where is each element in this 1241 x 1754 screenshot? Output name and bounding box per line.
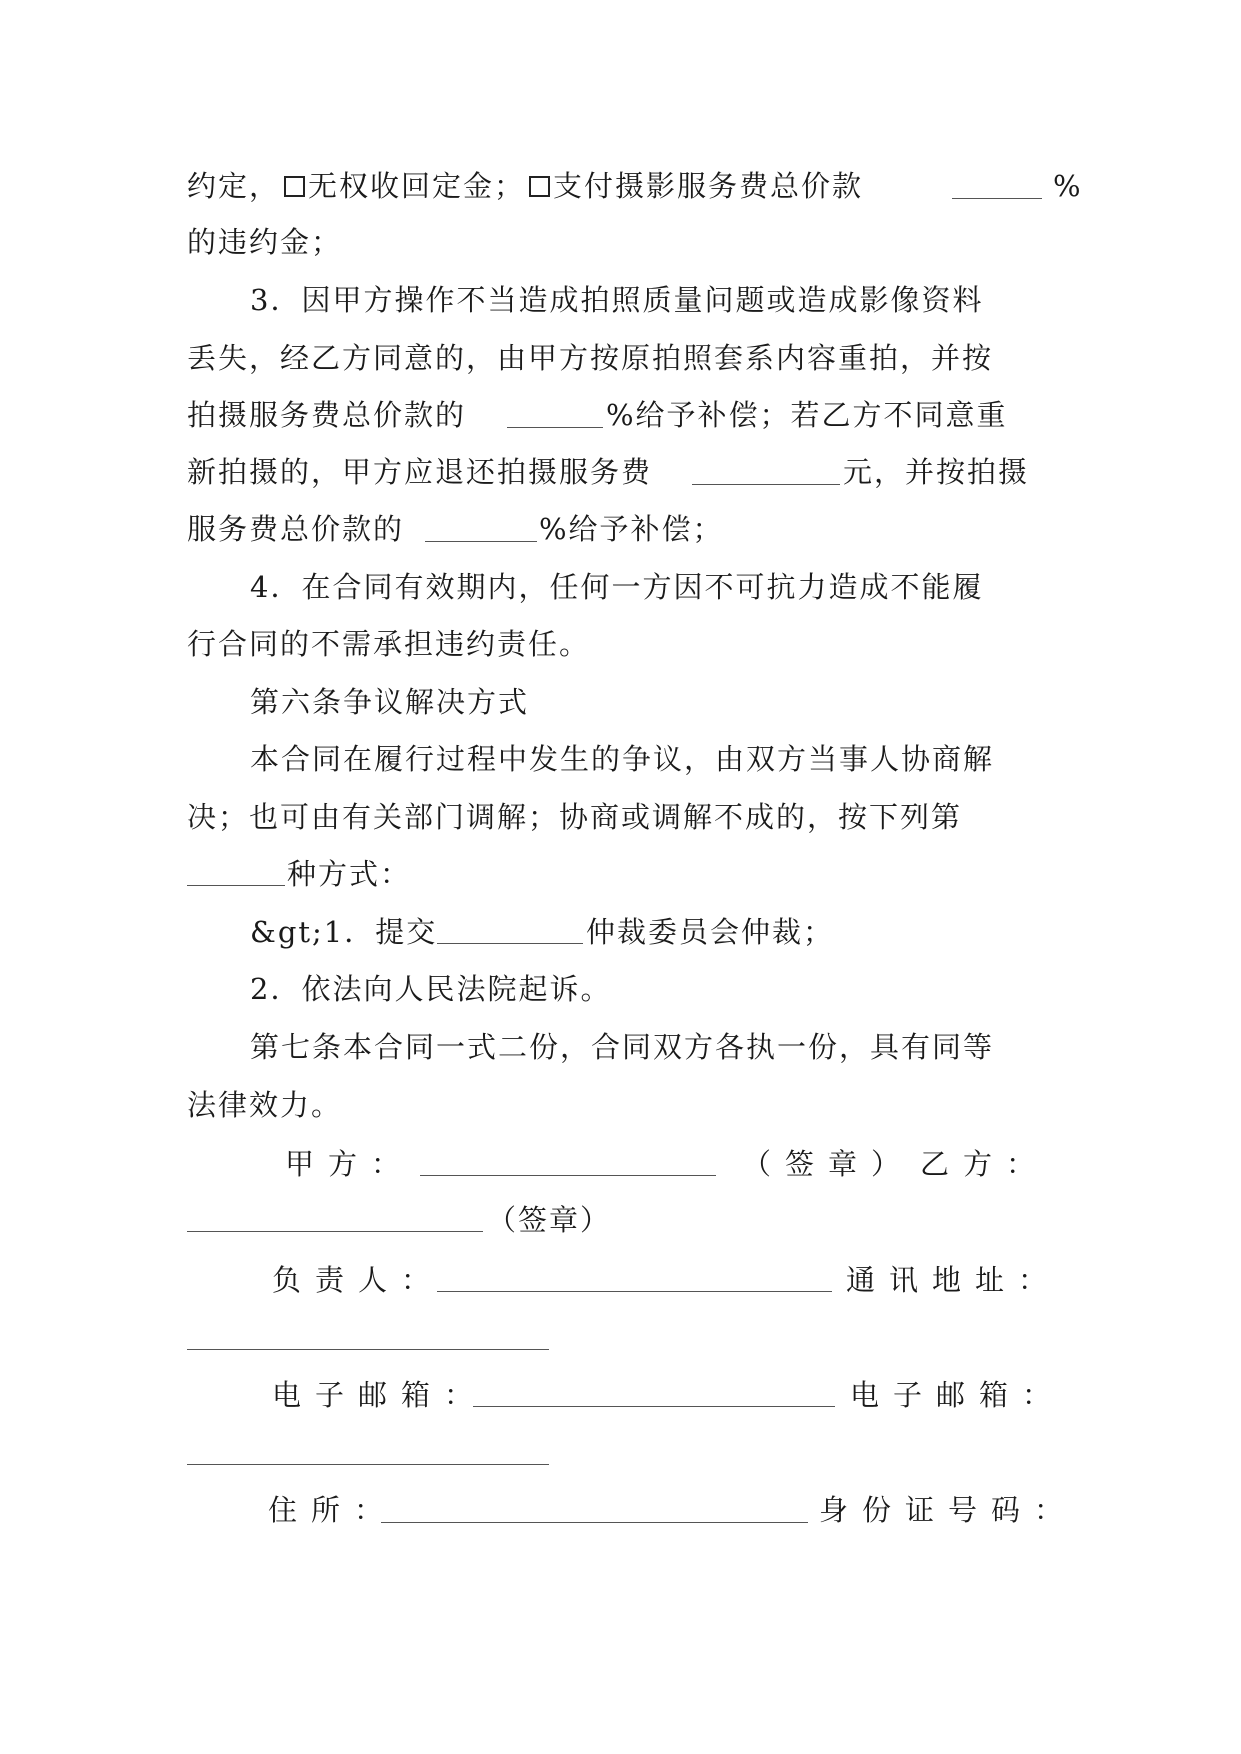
party-a-signature-line[interactable] (420, 1175, 716, 1176)
checkbox-icon[interactable] (529, 176, 550, 197)
text-segment: 拍摄服务费总价款的 (187, 398, 467, 432)
text-segment: 约定， (187, 169, 281, 203)
clause-line-2: 的违约金； (187, 225, 343, 259)
email-line-b[interactable] (187, 1464, 549, 1465)
party-b-signature-line[interactable] (187, 1231, 483, 1232)
blank-underline[interactable] (692, 484, 840, 485)
clause-line-1 (187, 166, 1057, 206)
option-2: 2．依法向人民法院起诉。 (250, 972, 612, 1006)
checkbox-icon[interactable] (284, 176, 305, 197)
email-line-a[interactable] (473, 1406, 835, 1407)
text-segment: 无权收回定金； (308, 169, 526, 203)
residence-label: 住所： (268, 1493, 398, 1527)
percent-sign: % (1053, 169, 1081, 203)
blank-underline[interactable] (187, 885, 285, 886)
responsible-person-line[interactable] (437, 1291, 832, 1292)
clause-3-line-2: 丢失，经乙方同意的，由甲方按原拍照套系内容重拍，并按 (187, 341, 994, 375)
responsible-person-label: 负责人： (272, 1263, 445, 1297)
address-label: 通讯地址： (846, 1263, 1062, 1297)
section-6-line-2: 决；也可由有关部门调解；协商或调解不成的，按下列第 (187, 800, 963, 834)
section-6-line-3: 种方式： (287, 857, 412, 891)
email-label-a: 电子邮箱： (272, 1378, 488, 1412)
blank-underline[interactable] (437, 943, 583, 944)
text-segment: 服务费总价款的 (187, 512, 405, 546)
text-segment: 新拍摄的，甲方应退还拍摄服务费 (187, 455, 653, 489)
text-segment: &gt;1．提交 (250, 915, 438, 949)
text-segment: 支付摄影服务费总价款 (553, 169, 864, 203)
text-segment: %给予补偿； (539, 512, 724, 546)
text-segment: 仲裁委员会仲裁； (586, 915, 835, 949)
blank-underline[interactable] (952, 198, 1042, 199)
section-heading-6: 第六条争议解决方式 (250, 685, 530, 719)
clause-3-line-1: 3．因甲方操作不当造成拍照质量问题或造成影像资料 (250, 283, 984, 317)
blank-underline[interactable] (507, 427, 603, 428)
text-segment: %给予补偿；若乙方不同意重 (606, 398, 1008, 432)
blank-underline[interactable] (425, 541, 537, 542)
party-a-label: 甲方： (285, 1147, 415, 1181)
clause-4-line-2: 行合同的不需承担违约责任。 (187, 627, 591, 661)
email-label-b: 电子邮箱： (850, 1378, 1066, 1412)
clause-4-line-1: 4．在合同有效期内，任何一方因不可抗力造成不能履 (250, 570, 984, 604)
residence-line[interactable] (381, 1522, 808, 1523)
section-6-line-1: 本合同在履行过程中发生的争议，由双方当事人协商解 (250, 742, 995, 776)
id-number-label: 身份证号码： (819, 1493, 1078, 1527)
section-7-line-2: 法律效力。 (187, 1088, 343, 1122)
seal-label: （签章） (742, 1147, 915, 1181)
address-line[interactable] (187, 1349, 549, 1350)
text-segment: 元，并按拍摄 (843, 455, 1030, 489)
seal-label: （签章） (487, 1203, 612, 1237)
party-b-label: 乙方： (920, 1147, 1050, 1181)
section-7-line-1: 第七条本合同一式二份，合同双方各执一份，具有同等 (250, 1030, 995, 1064)
